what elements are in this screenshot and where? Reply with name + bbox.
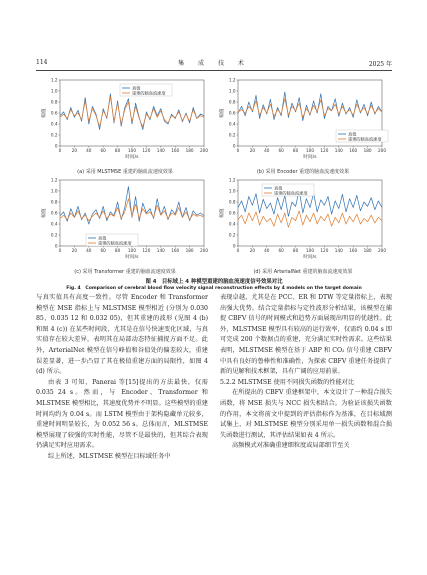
x-tick-label: 40 xyxy=(264,148,270,153)
x-tick-label: 0 xyxy=(236,148,240,153)
x-tick-label: 40 xyxy=(86,248,92,253)
figure-title-cn: 图 4 目标域上 4 种模型重建的脑血流速度信号效果对比 xyxy=(145,279,283,285)
legend xyxy=(120,84,172,97)
legend-label: 重建的脑血流速度 xyxy=(348,136,382,142)
x-tick-label: 180 xyxy=(185,248,194,253)
x-tick-label: 160 xyxy=(171,248,180,253)
x-tick-label: 40 xyxy=(86,148,92,153)
paragraph: 与真实值具有高度一致性。尽管 Encoder 和 Transformer 模型在 MSE 指标上与 MLSTMSE 模型相近 (分别为 0.030 85、0.035 12 和 0.032 05)，但其重建的波形 (见图 4 (b) 和图 4 (c)) 在某些时间段，尤其是在信号快速变化区域，与真实值存在较大差异，表明其在局部动态特征捕捉方面不足。此外，ArterialNet 模型在信号峰值和谷值处的偏差较大，重建误差显著，进一步凸显了其在极值重建方面的局限性，如图 4 (d) 所示。 xyxy=(36,294,208,376)
legend-label: 真值 xyxy=(348,131,357,137)
x-tick-label: 160 xyxy=(349,148,358,153)
paragraph: 在所提出的 CBFV 重建框架中，本文设计了一种混合损失函数，将 MSE 损失与 NCC 损失相结合。为验证该损失函数的作用，本文将前文中提到的评估指标作为基准，在目标域测试集上，对 MLSTMSE 模型分别采用单一损失函数和混合损失函数进行测试，其评估结果如表 4 所示。 xyxy=(220,389,392,439)
x-tick-label: 140 xyxy=(156,148,165,153)
x-tick-label: 80 xyxy=(114,248,121,253)
x-tick-label: 180 xyxy=(185,148,194,153)
legend-label: 重建的脑血流速度 xyxy=(274,190,308,196)
caption-c: (c) 采用 Transformer 重建的脑血流速度效果 xyxy=(74,269,176,275)
x-tick-label: 200 xyxy=(200,248,208,253)
page-header xyxy=(36,58,392,70)
legend-label: 重建的脑血流速度 xyxy=(98,240,132,246)
x-tick-label: 200 xyxy=(378,248,386,253)
legend-label: 真值 xyxy=(274,185,283,191)
y-tick-label: 0.4 xyxy=(228,221,236,227)
y-tick-label: 1.0 xyxy=(50,188,58,194)
x-tick-label: 20 xyxy=(71,248,78,253)
x-tick-label: 100 xyxy=(128,148,136,153)
legend xyxy=(262,184,314,197)
x-tick-label: 180 xyxy=(363,248,372,253)
y-tick-label: 0 xyxy=(54,143,58,149)
y-axis-label: 幅值 xyxy=(220,208,225,218)
x-tick-label: 120 xyxy=(142,248,151,253)
journal-name: 集 成 技 术 xyxy=(178,60,250,67)
x-tick-label: 120 xyxy=(142,148,151,153)
y-tick-label: 0.8 xyxy=(50,199,58,205)
x-axis-label: 时间/s xyxy=(125,255,139,260)
x-tick-label: 60 xyxy=(100,248,106,253)
x-tick-label: 100 xyxy=(128,248,136,253)
y-tick-label: 0.6 xyxy=(228,110,236,116)
chart-d-svg xyxy=(218,176,388,270)
x-tick-label: 120 xyxy=(320,248,329,253)
x-tick-label: 160 xyxy=(171,148,180,153)
header-rule xyxy=(36,70,392,71)
paragraph: 由表 3 可知，Panerai 等[15]提出的方法最快，仅需 0.035 24 s。然而，与 Encoder、Transformer 和 MLSTMSE 模型相比，其速度优势并不明显。这些模型的重建时间均约为 0.04 s。而 LSTM 模型由于架构隐藏单元较多，重建时间明显较长，为 0.052 56 s。总体而言，MLSTMSE 模型展现了较强的实时性能，尽管不是最快的，但其综合表现仍满足实时应用需求。 xyxy=(36,378,208,450)
x-tick-label: 140 xyxy=(156,248,165,253)
y-tick-label: 1.2 xyxy=(228,77,236,83)
left-column xyxy=(36,293,208,463)
y-tick-label: 0 xyxy=(54,243,58,249)
paragraph: 高频模式对准确重建细粒度或局部细节至关 xyxy=(232,442,350,450)
page-number: 114 xyxy=(36,59,48,66)
chart-a-svg xyxy=(40,76,210,170)
y-tick-label: 0.6 xyxy=(50,210,58,216)
y-tick-label: 0.4 xyxy=(50,121,58,127)
x-tick-label: 140 xyxy=(334,248,343,253)
x-tick-label: 40 xyxy=(264,248,270,253)
figure-title-en: Fig. 4 Comparison of cerebral blood flow velocity signal reconstruction effects by 4 models on the target domain xyxy=(66,286,362,291)
caption-a: (a) 采用 MLSTMSE 重建的脑血流速度效果 xyxy=(77,169,173,175)
x-tick-label: 160 xyxy=(349,248,358,253)
x-tick-label: 180 xyxy=(363,148,372,153)
y-tick-label: 0.2 xyxy=(50,232,58,238)
paragraph: 表现卓越，尤其是在 PCC、ER 和 DTW 等定量指标上，表现出强大优势。结合定量指标与定性波形分析结果，该模型在捕捉 CBFV 信号的时间模式和趋势方面展现出明显的优越性。此外，MLSTMSE 模型具有较高的运行效率，仅需约 0.04 s 即可完成 200 个数据点的重建，充分满足实时性需求。这些结果表明，MLSTMSE 模型在基于 ABP 和 CO₂ 信号重建 CBFV 中具有良好的鲁棒性和准确性，为探索 CBFV 重建任务提供了新的见解和技术框架，具有广阔的应用前景。 xyxy=(220,294,392,376)
publication-year: 2025 年 xyxy=(368,61,392,68)
y-axis-label: 幅值 xyxy=(220,108,225,118)
x-tick-label: 80 xyxy=(292,248,299,253)
x-axis-label: 时间/s xyxy=(125,155,139,160)
y-axis-label: 幅值 xyxy=(42,208,47,218)
x-tick-label: 0 xyxy=(236,248,240,253)
y-tick-label: 0.8 xyxy=(228,99,236,105)
y-tick-label: 0.2 xyxy=(228,132,236,138)
y-tick-label: 0.8 xyxy=(50,99,58,105)
y-tick-label: 1.2 xyxy=(228,177,236,183)
legend-label: 重建的脑血流速度 xyxy=(132,90,166,96)
chart-c-svg xyxy=(40,176,210,270)
y-tick-label: 0.6 xyxy=(50,110,58,116)
x-tick-label: 100 xyxy=(306,248,314,253)
y-tick-label: 0 xyxy=(232,143,236,149)
caption-d: (d) 采用 ArterialNet 重建的脑血流速度效果 xyxy=(253,269,353,275)
y-tick-label: 0.6 xyxy=(228,210,236,216)
caption-b: (b) 采用 Encoder 重建的脑血流速度效果 xyxy=(256,169,350,175)
x-tick-label: 140 xyxy=(334,148,343,153)
y-tick-label: 0.4 xyxy=(228,121,236,127)
paragraph: 综上所述，MLSTMSE 模型在目标域任务中 xyxy=(48,452,171,460)
x-tick-label: 100 xyxy=(306,148,314,153)
y-tick-label: 0.2 xyxy=(228,232,236,238)
x-tick-label: 0 xyxy=(58,148,62,153)
x-tick-label: 200 xyxy=(200,148,208,153)
section-heading: 5.2.2 MLSTMSE 使用不同损失函数的性能对比 xyxy=(220,378,355,386)
x-tick-label: 60 xyxy=(100,148,106,153)
y-tick-label: 0.4 xyxy=(50,221,58,227)
x-tick-label: 60 xyxy=(278,248,284,253)
x-tick-label: 80 xyxy=(292,148,299,153)
y-tick-label: 1.0 xyxy=(228,88,236,94)
x-axis-label: 时间/s xyxy=(303,255,317,260)
y-tick-label: 1.2 xyxy=(50,177,58,183)
x-tick-label: 20 xyxy=(71,148,78,153)
y-axis-label: 幅值 xyxy=(42,108,47,118)
y-tick-label: 0 xyxy=(232,243,236,249)
y-tick-label: 0.8 xyxy=(228,199,236,205)
legend xyxy=(336,130,388,143)
y-tick-label: 1.0 xyxy=(228,188,236,194)
legend-label: 真值 xyxy=(132,85,141,91)
x-axis-label: 时间/s xyxy=(303,155,317,160)
x-tick-label: 20 xyxy=(249,148,256,153)
x-tick-label: 120 xyxy=(320,148,329,153)
x-tick-label: 200 xyxy=(378,148,386,153)
y-tick-label: 0.2 xyxy=(50,132,58,138)
y-tick-label: 1.2 xyxy=(50,77,58,83)
legend-label: 真值 xyxy=(98,235,107,241)
legend xyxy=(86,234,138,247)
x-tick-label: 0 xyxy=(58,248,62,253)
chart-b-svg xyxy=(218,76,388,170)
x-tick-label: 60 xyxy=(278,148,284,153)
x-tick-label: 80 xyxy=(114,148,121,153)
y-tick-label: 1.0 xyxy=(50,88,58,94)
right-column xyxy=(220,293,392,452)
x-tick-label: 20 xyxy=(249,248,256,253)
